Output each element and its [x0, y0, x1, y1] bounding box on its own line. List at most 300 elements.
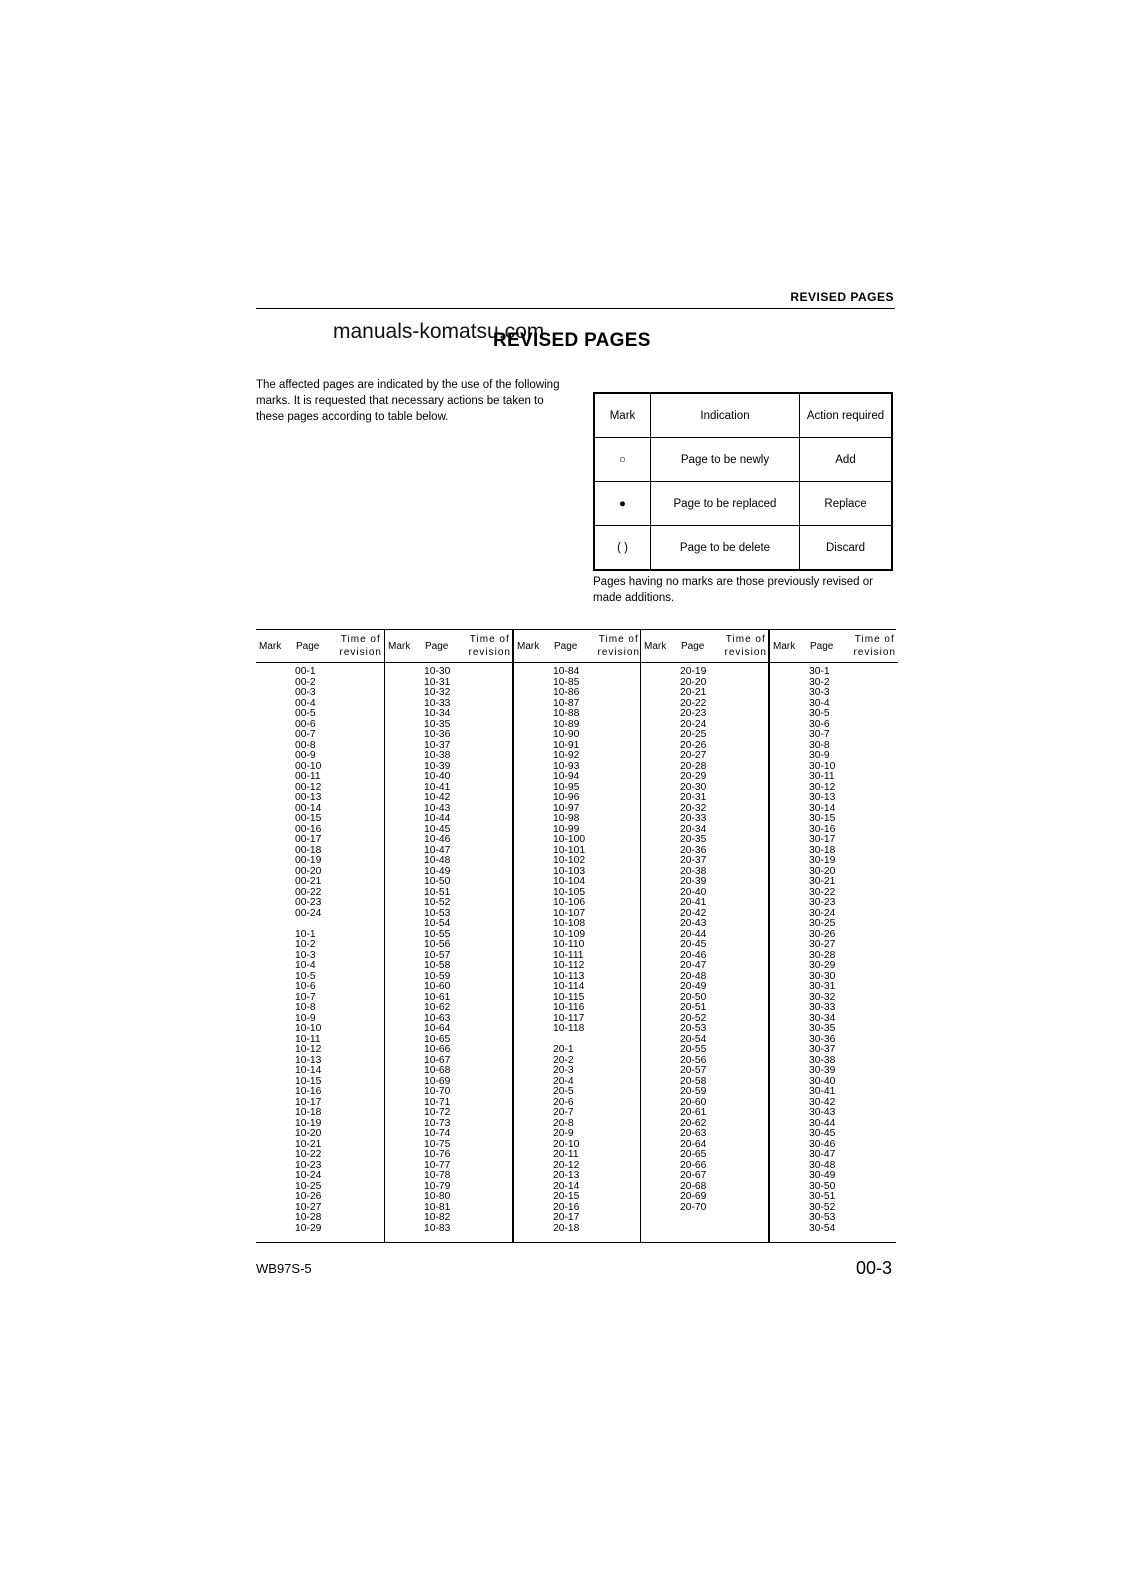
page-list [809, 667, 835, 1234]
page-entry: 20-53 [680, 1023, 707, 1034]
page-entry: 20-36 [680, 844, 707, 856]
page-entry: 30-10 [809, 760, 836, 772]
page-entry: 10-9 [295, 1012, 316, 1024]
group-header [385, 630, 513, 663]
page-entry: 10-92 [553, 750, 580, 761]
page-entry: 10-67 [424, 1054, 451, 1066]
page-entry: 20-30 [680, 781, 707, 793]
page-entry: 00-4 [295, 697, 316, 709]
page-list [553, 667, 585, 1234]
page-entry: 00-3 [295, 687, 316, 698]
page-entry: 10-87 [553, 697, 580, 709]
page-entry: 10-104 [553, 876, 586, 887]
page-entry: 20-54 [680, 1033, 707, 1045]
page-entry: 10-95 [553, 781, 580, 793]
page-group-2 [384, 630, 513, 1242]
open-circle-icon: ○ [594, 438, 651, 482]
page-entry: 30-45 [809, 1128, 836, 1139]
page-entry: 10-26 [295, 1191, 322, 1202]
col-header-mark: Mark [517, 641, 540, 652]
page-entry: 20-11 [553, 1149, 579, 1160]
page-entry: 10-80 [424, 1191, 451, 1202]
page-entry: 20-38 [680, 865, 707, 877]
page-entry: 10-57 [424, 949, 451, 961]
watermark: manuals-komatsu.com [333, 320, 545, 343]
page-entry: 10-61 [424, 991, 451, 1003]
page-entry: 10-31 [424, 676, 451, 688]
col-header-time-of-revision: Time of revision [724, 634, 767, 658]
page-entry: 00-12 [295, 781, 322, 793]
page-entry: 10-8 [295, 1002, 316, 1013]
header-rule [256, 308, 895, 309]
page-entry: 10-18 [295, 1107, 322, 1118]
page-entry: 20-43 [680, 918, 707, 929]
page-entry: 10-63 [424, 1012, 451, 1024]
page-entry [295, 919, 321, 930]
page-group-5 [768, 630, 898, 1242]
page-entry: 10-47 [424, 844, 451, 856]
page-entry: 30-7 [809, 729, 830, 740]
page-entry: 20-45 [680, 939, 707, 950]
page-entry: 00-6 [295, 718, 316, 730]
page-entry: 20-52 [680, 1012, 707, 1024]
page-entry: 30-1 [809, 666, 830, 677]
page-entry: 10-23 [295, 1159, 322, 1171]
page-title: REVISED PAGES [493, 330, 651, 351]
page-entry: 30-47 [809, 1149, 836, 1160]
page-entry: 20-57 [680, 1065, 707, 1076]
col-header-mark: Mark [388, 641, 411, 652]
page-entry: 00-14 [295, 802, 322, 814]
page-entry: 20-67 [680, 1170, 707, 1181]
page-entry: 10-39 [424, 760, 451, 772]
page-entry: 10-10 [295, 1023, 322, 1034]
page-entry: 20-61 [680, 1107, 707, 1118]
page-entry: 00-9 [295, 750, 316, 761]
page-entry: 20-50 [680, 991, 707, 1003]
page-entry: 20-16 [553, 1201, 580, 1213]
page-entry: 20-5 [553, 1086, 574, 1097]
page-entry: 00-15 [295, 813, 322, 824]
page-entry: 10-72 [424, 1107, 451, 1118]
page-entry: 30-43 [809, 1107, 836, 1118]
page-entry: 10-91 [553, 739, 580, 751]
page-entry: 10-69 [424, 1075, 451, 1087]
page-entry: 10-51 [424, 886, 451, 898]
page-entry: 20-62 [680, 1117, 707, 1129]
col-header-page: Page [810, 641, 834, 652]
col-header-page: Page [425, 641, 449, 652]
page-entry: 00-23 [295, 897, 322, 908]
page-entry: 10-16 [295, 1086, 322, 1097]
page-entry: 10-76 [424, 1149, 451, 1160]
page-entry: 30-11 [809, 771, 835, 782]
page-entry: 00-11 [295, 771, 321, 782]
legend-header-action: Action required [800, 393, 893, 438]
page-entry: 10-108 [553, 918, 586, 929]
page-entry: 10-74 [424, 1128, 451, 1139]
page-entry: 20-58 [680, 1075, 707, 1087]
page-entry: 10-82 [424, 1212, 451, 1223]
page-entry: 10-90 [553, 729, 580, 740]
page-entry: 20-48 [680, 970, 707, 982]
page-entry: 10-17 [295, 1096, 322, 1108]
page-entry: 10-21 [295, 1138, 322, 1150]
page-entry: 20-40 [680, 886, 707, 898]
page-entry: 10-109 [553, 928, 586, 940]
page-entry: 10-48 [424, 855, 451, 866]
page-entry: 30-35 [809, 1023, 836, 1034]
page-entry: 00-16 [295, 823, 322, 835]
page-entry: 20-21 [680, 687, 707, 698]
page-list [424, 667, 450, 1234]
page-entry: 00-18 [295, 844, 322, 856]
page-entry: 00-17 [295, 834, 322, 845]
page-entry: 20-14 [553, 1180, 580, 1192]
col-header-page: Page [554, 641, 578, 652]
page-entry: 30-41 [809, 1086, 836, 1097]
page-entry: 10-55 [424, 928, 451, 940]
filled-circle-icon: ● [594, 482, 651, 526]
page-entry: 10-89 [553, 718, 580, 730]
page-entry: 00-20 [295, 865, 322, 877]
legend-row [594, 526, 892, 571]
page-entry: 10-96 [553, 792, 580, 803]
page-entry: 30-17 [809, 834, 836, 845]
page-entry: 10-94 [553, 771, 580, 782]
page-entry: 20-12 [553, 1159, 580, 1171]
page-entry: 20-59 [680, 1086, 707, 1097]
page-entry: 10-46 [424, 834, 451, 845]
page-entry: 20-8 [553, 1117, 574, 1129]
page-entry: 30-22 [809, 886, 836, 898]
page-entry: 10-64 [424, 1023, 451, 1034]
page-entry: 20-1 [553, 1044, 574, 1055]
group-header [514, 630, 642, 663]
page-entry: 10-78 [424, 1170, 451, 1181]
page-entry: 00-7 [295, 729, 316, 740]
page-entry: 30-34 [809, 1012, 836, 1024]
page-entry: 10-101 [553, 844, 586, 856]
page-entry: 10-115 [553, 991, 585, 1003]
page-entry: 20-63 [680, 1128, 707, 1139]
page-entry: 30-42 [809, 1096, 836, 1108]
page-entry: 30-5 [809, 708, 830, 719]
page-entry: 10-49 [424, 865, 451, 877]
page-entry: 10-25 [295, 1180, 322, 1192]
page-entry: 00-24 [295, 907, 322, 919]
page-entry: 20-60 [680, 1096, 707, 1108]
page-entry: 10-28 [295, 1212, 322, 1223]
page-entry: 00-8 [295, 739, 316, 751]
page-entry: 10-107 [553, 907, 586, 919]
legend-indication: Page to be newly [651, 438, 800, 482]
page-entry: 10-50 [424, 876, 451, 887]
page-entry: 30-28 [809, 949, 836, 961]
page-entry: 20-65 [680, 1149, 707, 1160]
page-entry: 20-7 [553, 1107, 574, 1118]
page-entry: 20-9 [553, 1128, 574, 1139]
page-entry: 10-83 [424, 1222, 451, 1234]
page-entry: 20-19 [680, 666, 707, 677]
page-group-1 [256, 630, 384, 1242]
page-entry: 30-36 [809, 1033, 836, 1045]
page-entry: 10-114 [553, 981, 585, 992]
page-entry: 10-35 [424, 718, 451, 730]
page-entry: 00-5 [295, 708, 316, 719]
page-entry: 00-22 [295, 886, 322, 898]
legend-header-mark: Mark [594, 393, 651, 438]
page-entry: 10-13 [295, 1054, 322, 1066]
page-entry: 30-15 [809, 813, 836, 824]
legend-header-indication: Indication [651, 393, 800, 438]
page-entry: 10-98 [553, 813, 580, 824]
page-entry: 10-53 [424, 907, 451, 919]
page-entry: 20-42 [680, 907, 707, 919]
page-entry: 30-51 [809, 1191, 836, 1202]
page-entry: 10-37 [424, 739, 451, 751]
page-entry: 20-29 [680, 771, 707, 782]
page-entry: 30-9 [809, 750, 830, 761]
page-entry: 30-31 [809, 981, 836, 992]
page-entry: 00-19 [295, 855, 322, 866]
page-entry: 20-10 [553, 1138, 580, 1150]
page-entry: 10-110 [553, 939, 585, 950]
page-entry: 20-6 [553, 1096, 574, 1108]
legend-action: Replace [800, 482, 893, 526]
page-entry: 10-5 [295, 970, 316, 982]
col-header-page: Page [296, 641, 320, 652]
page-entry: 30-25 [809, 918, 836, 929]
page-entry: 30-4 [809, 697, 830, 709]
legend-note: Pages having no marks are those previously revised or made additions. [593, 576, 873, 604]
legend-row [594, 482, 892, 526]
page-entry: 10-112 [553, 960, 585, 971]
page-number: 00-3 [856, 1258, 893, 1278]
page-entry: 20-37 [680, 855, 707, 866]
page-entry: 10-36 [424, 729, 451, 740]
page-entry: 10-40 [424, 771, 451, 782]
page-entry: 10-56 [424, 939, 451, 950]
model-name: WB97S-5 [256, 1261, 312, 1276]
col-header-time-of-revision: Time of revision [339, 634, 382, 658]
page-entry: 10-75 [424, 1138, 451, 1150]
legend-header-row [594, 393, 892, 438]
page-group-4 [640, 630, 769, 1242]
page-entry: 20-55 [680, 1044, 707, 1055]
page-entry: 10-7 [295, 991, 316, 1003]
page-entry: 10-2 [295, 939, 316, 950]
page-entry: 10-1 [295, 928, 316, 940]
col-header-time-of-revision: Time of revision [468, 634, 511, 658]
page-entry: 20-47 [680, 960, 707, 971]
page-entry: 10-111 [553, 949, 584, 961]
page-entry: 30-30 [809, 970, 836, 982]
page-entry: 30-40 [809, 1075, 836, 1087]
page-entry: 20-15 [553, 1191, 580, 1202]
page-entry: 30-27 [809, 939, 836, 950]
group-header [641, 630, 769, 663]
page-entry: 30-13 [809, 792, 836, 803]
page-entry: 20-46 [680, 949, 707, 961]
group-header [256, 630, 384, 663]
page-entry: 30-26 [809, 928, 836, 940]
page-entry: 20-44 [680, 928, 707, 940]
page-entry: 10-71 [424, 1096, 451, 1108]
page-entry: 10-52 [424, 897, 451, 908]
page-entry: 10-41 [424, 781, 451, 793]
page-entry: 10-77 [424, 1159, 451, 1171]
legend-action: Add [800, 438, 893, 482]
page-entry: 10-117 [553, 1012, 585, 1024]
page-entry: 30-19 [809, 855, 836, 866]
page-entry: 10-105 [553, 886, 586, 898]
page-entry: 10-68 [424, 1065, 451, 1076]
page-entry: 30-16 [809, 823, 836, 835]
page-entry: 30-3 [809, 687, 830, 698]
page-entry: 10-62 [424, 1002, 451, 1013]
page-entry: 30-37 [809, 1044, 836, 1055]
page-entry: 10-27 [295, 1201, 322, 1213]
page-entry: 20-66 [680, 1159, 707, 1171]
legend-action: Discard [800, 526, 893, 571]
page-entry: 10-33 [424, 697, 451, 709]
page-entry: 20-56 [680, 1054, 707, 1066]
page-entry: 10-99 [553, 823, 580, 835]
intro-paragraph: The affected pages are indicated by the use of the following marks. It is requested that necessary actions be taken to these pages according to table below. [256, 379, 560, 423]
page-entry: 10-12 [295, 1044, 322, 1055]
page-entry: 30-14 [809, 802, 836, 814]
page-entry: 30-49 [809, 1170, 836, 1181]
page-entry: 10-30 [424, 666, 451, 677]
page-entry: 00-10 [295, 760, 322, 772]
col-header-page: Page [681, 641, 705, 652]
page-list [295, 667, 321, 1234]
page-entry: 00-21 [295, 876, 322, 887]
page-entry: 20-64 [680, 1138, 707, 1150]
page-entry: 20-25 [680, 729, 707, 740]
page-entry: 20-70 [680, 1201, 707, 1213]
page-entry: 00-2 [295, 676, 316, 688]
page-entry: 10-19 [295, 1117, 322, 1129]
legend-indication: Page to be replaced [651, 482, 800, 526]
page-entry: 10-20 [295, 1128, 322, 1139]
page-entry: 10-84 [553, 666, 580, 677]
page-entry: 30-6 [809, 718, 830, 730]
page-entry: 10-4 [295, 960, 316, 971]
page-entry: 10-32 [424, 687, 451, 698]
page-entry: 30-23 [809, 897, 836, 908]
page-entry: 30-12 [809, 781, 836, 793]
page-entry: 20-33 [680, 813, 707, 824]
page-entry: 10-103 [553, 865, 586, 877]
page-entry: 10-29 [295, 1222, 322, 1234]
page-entry: 10-118 [553, 1023, 585, 1034]
page-entry: 20-4 [553, 1075, 574, 1087]
page-entry: 30-32 [809, 991, 836, 1003]
legend-row [594, 438, 892, 482]
page-entry: 30-8 [809, 739, 830, 751]
page-entry: 30-53 [809, 1212, 836, 1223]
page-entry: 10-66 [424, 1044, 451, 1055]
page-entry: 10-42 [424, 792, 451, 803]
page-entry: 20-24 [680, 718, 707, 730]
page-entry: 10-100 [553, 834, 586, 845]
legend-indication: Page to be delete [651, 526, 800, 571]
page-entry: 00-1 [295, 666, 316, 677]
page-entry: 30-48 [809, 1159, 836, 1171]
page-entry: 20-23 [680, 708, 707, 719]
page-entry: 10-11 [295, 1033, 321, 1045]
page-entry: 20-27 [680, 750, 707, 761]
page-entry: 30-29 [809, 960, 836, 971]
page-entry: 20-41 [680, 897, 707, 908]
page-entry: 10-88 [553, 708, 580, 719]
page-entry: 20-3 [553, 1065, 574, 1076]
page-entry: 30-24 [809, 907, 836, 919]
page-entry: 20-32 [680, 802, 707, 814]
page-entry: 10-73 [424, 1117, 451, 1129]
col-header-mark: Mark [644, 641, 667, 652]
page-entry: 30-50 [809, 1180, 836, 1192]
page-entry: 00-13 [295, 792, 322, 803]
page-entry: 10-97 [553, 802, 580, 814]
page-entry: 10-54 [424, 918, 451, 929]
page-entry: 20-28 [680, 760, 707, 772]
page-entry: 30-52 [809, 1201, 836, 1213]
page-entry: 10-15 [295, 1075, 322, 1087]
page-entry: 30-18 [809, 844, 836, 856]
page-entry: 20-31 [680, 792, 707, 803]
page-entry: 10-85 [553, 676, 580, 688]
page-entry: 10-93 [553, 760, 580, 772]
page-entry: 20-22 [680, 697, 707, 709]
running-header: REVISED PAGES [790, 290, 894, 304]
page-entry: 30-33 [809, 1002, 836, 1013]
page-entry: 20-39 [680, 876, 707, 887]
page-entry: 10-3 [295, 949, 316, 961]
page-entry: 20-68 [680, 1180, 707, 1192]
col-header-mark: Mark [773, 641, 796, 652]
page-list [680, 667, 706, 1213]
page-entry: 20-69 [680, 1191, 707, 1202]
page-entry: 30-54 [809, 1222, 836, 1234]
page-entry: 10-14 [295, 1065, 322, 1076]
page-entry: 10-38 [424, 750, 451, 761]
page-entry: 10-58 [424, 960, 451, 971]
group-header [770, 630, 898, 663]
page-entry: 10-106 [553, 897, 586, 908]
col-header-time-of-revision: Time of revision [853, 634, 896, 658]
page-entry: 30-20 [809, 865, 836, 877]
page-entry: 10-70 [424, 1086, 451, 1097]
page-entry: 30-39 [809, 1065, 836, 1076]
page-entry: 10-6 [295, 981, 316, 992]
revised-pages-table [256, 629, 896, 1243]
page-entry: 10-65 [424, 1033, 451, 1045]
col-header-time-of-revision: Time of revision [597, 634, 640, 658]
page-entry: 10-60 [424, 981, 451, 992]
page-entry: 20-26 [680, 739, 707, 751]
page-entry: 10-22 [295, 1149, 322, 1160]
page-entry: 10-81 [424, 1201, 451, 1213]
page-group-3 [512, 630, 642, 1242]
page-entry: 10-116 [553, 1002, 585, 1013]
page-entry: 20-20 [680, 676, 707, 688]
page-entry: 30-38 [809, 1054, 836, 1066]
page-entry: 10-86 [553, 687, 580, 698]
page-entry: 20-51 [680, 1002, 707, 1013]
